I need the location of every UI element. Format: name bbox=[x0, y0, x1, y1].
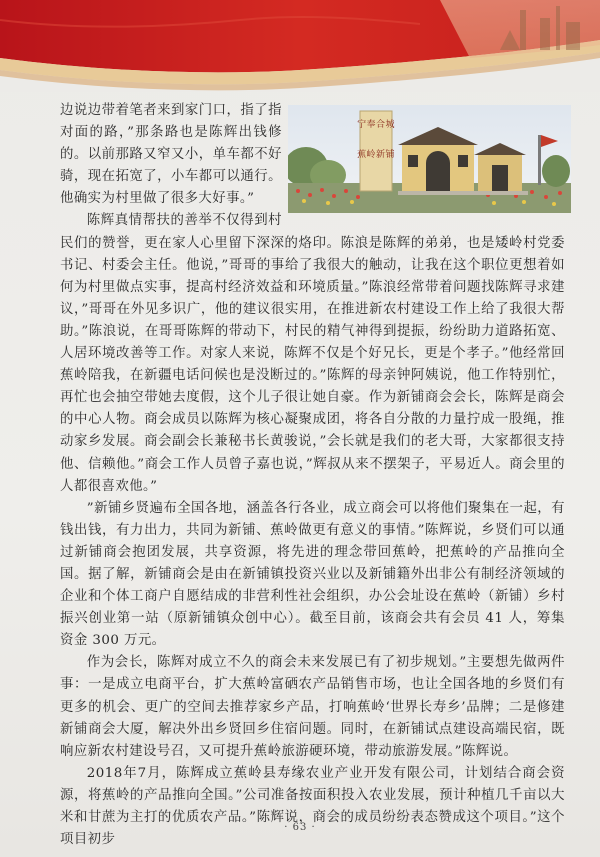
red-ribbon-decoration bbox=[0, 0, 600, 92]
page-number: · 63 · bbox=[284, 822, 316, 833]
paragraph-5: 2018年7月，陈辉成立蕉岭县寿缘农业产业开发有限公司，计划结合商会资源，将蕉岭的产品推向全国。”公司准备按面积投入农业发展，预计种植几千亩以大米和甘蔗为主打的优质农产品。”陈辉说，商会的成员纷纷表态赞成这个项目。”这个项目初步 bbox=[60, 765, 565, 848]
paragraph-4: 作为会长，陈辉对成立不久的商会未来发展已有了初步规划。”主要想先做两件事：一是成立电商平台，扩大蕉岭富硒农产品销售市场，也让全国各地的乡贤们有更多的机会、更广的空间去推荐家乡产品，打响蕉岭‘世界长寿乡’品牌；二是修建新铺商会大厦，解决外出乡贤回乡住宿问题。同时，在新铺试点建设高端民宿，既响应新农村建设号召，又可提升蕉岭旅游硬环境，带动旅游发展。”陈辉说。 bbox=[60, 655, 565, 759]
sign-line-2: 蕉岭新铺 bbox=[357, 150, 395, 160]
village-building-photo bbox=[288, 105, 571, 213]
paragraph-2: 陈辉真情帮扶的善举不仅得到村民们的赞誉，更在家人心里留下深深的烙印。陈浪是陈辉的弟弟，也是矮岭村党委书记、村委会主任。他说，”哥哥的事给了我很大的触动，让我在这个职位更想着如何为村里做点实事，提高村经济效益和环境质量。”陈浪经常带着问题找陈辉寻求建议，”哥哥在外见多识广，他的建议很实用，在推进新农村建设工作上给了我很大帮助。”陈浪说，在哥哥陈辉的带动下，村民的精气神得到提振，纷纷助力道路拓宽、人居环境改善等工作。对家人来说，陈辉不仅是个好兄长，更是个孝子。”他经常回蕉岭陪我，在新疆电话问候也是没断过的。”陈辉的母亲钟阿姨说，他工作特别忙，再忙也会抽空带她去度假，这个儿子很让她自豪。作为新铺商会会长，陈辉是商会的中心人物。商会成员以陈辉为核心凝聚成团，将各自分散的力量拧成一股绳，推动家乡发展。商会副会长兼秘书长黄骏说，”会长就是我们的老大哥，大家都很支持他、信赖他。”商会工作人员曾子嘉也说，”辉叔从来不摆架子，平易近人。商会里的人都很喜欢他。” bbox=[60, 213, 565, 494]
header-banner bbox=[0, 0, 600, 92]
sign-line-1: 宁奉合城 bbox=[357, 120, 395, 130]
article-body bbox=[60, 100, 565, 851]
building-photo bbox=[288, 105, 571, 213]
paragraph-1: 边说边带着笔者来到家门口，指了指对面的路，”那条路也是陈辉出钱修的。以前那路又窄又小，单车都不好骑，现在拓宽了，小车都可以通行。他确实为村里做了很多大好事。” bbox=[60, 103, 282, 207]
paragraph-3: ”新铺乡贤遍布全国各地，涵盖各行各业，成立商会可以将他们聚集在一起，有钱出钱，有力出力，共同为新铺、蕉岭做更有意义的事情。”陈辉说，乡贤们可以通过新铺商会抱团发展，共享资源，将先进的理念带回蕉岭，把蕉岭的产品推向全国。据了解，新铺商会是由在新铺镇投资兴业以及新铺籍外出非公有制经济领域的企业和个体工商户自愿结成的非营利性社会组织，办公会址设在蕉岭（新铺）乡村振兴创业第一站（原新铺镇众创中心）。截至目前，该商会共有会员 41 人，筹集资金 300 万元。 bbox=[60, 500, 565, 649]
